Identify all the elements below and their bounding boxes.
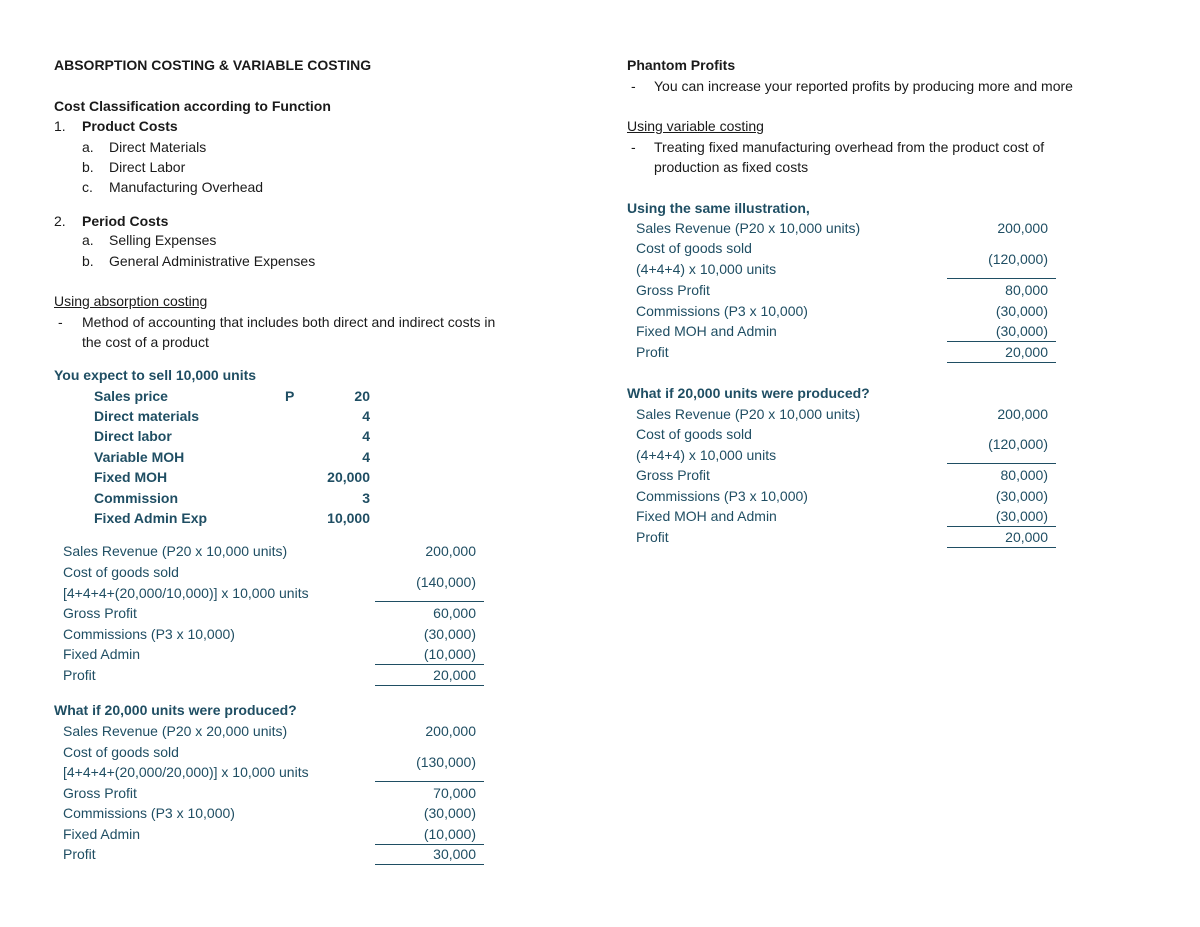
total-rule (375, 685, 484, 686)
gross-profit-value: 60,000 (433, 605, 476, 621)
page-title: ABSORPTION COSTING & VARIABLE COSTING (54, 57, 372, 73)
assumption-label: Variable MOH (94, 449, 185, 465)
assumption-value: 20 (354, 388, 370, 404)
fixed-admin-value: (10,000) (423, 646, 476, 662)
variable-definition-line-1: Treating fixed manufacturing overhead from the product cost of (654, 139, 1045, 155)
sales-revenue-value: 200,000 (425, 543, 476, 559)
cogs-label: Cost of goods sold (636, 240, 752, 256)
period-costs-label: Period Costs (82, 213, 169, 229)
commissions-value: (30,000) (423, 805, 476, 821)
whatif-heading: What if 20,000 units were produced? (54, 702, 297, 718)
subtotal-rule (375, 601, 484, 602)
list-item-marker: c. (82, 179, 93, 195)
assumption-value: 20,000 (327, 469, 370, 485)
sales-revenue-value: 200,000 (997, 406, 1048, 422)
list-item: Direct Labor (109, 159, 186, 175)
fixed-admin-label: Fixed Admin (63, 646, 141, 662)
cogs-detail: [4+4+4+(20,000/10,000)] x 10,000 units (63, 585, 309, 601)
gross-profit-label: Gross Profit (63, 785, 137, 801)
assumption-value: 10,000 (327, 510, 370, 526)
cogs-detail: [4+4+4+(20,000/20,000)] x 10,000 units (63, 764, 309, 780)
profit-value: 30,000 (433, 846, 476, 862)
cogs-value: (120,000) (988, 251, 1048, 267)
product-costs-label: Product Costs (82, 118, 178, 134)
fixed-moh-admin-label: Fixed MOH and Admin (636, 323, 777, 339)
assumption-label: Sales price (94, 388, 168, 404)
variable-definition-line-2: production as fixed costs (654, 159, 809, 175)
fixed-moh-admin-value: (30,000) (995, 323, 1048, 339)
gross-profit-label: Gross Profit (63, 605, 137, 621)
total-rule (947, 362, 1056, 363)
commissions-label: Commissions (P3 x 10,000) (63, 626, 235, 642)
same-illustration-heading: Using the same illustration, (627, 200, 810, 216)
fixed-moh-admin-label: Fixed MOH and Admin (636, 508, 777, 524)
gross-profit-value: 80,000) (1000, 467, 1048, 483)
subtotal-rule (375, 781, 484, 782)
commissions-label: Commissions (P3 x 10,000) (636, 303, 808, 319)
list-item-marker: b. (82, 253, 94, 269)
bullet-dash: - (631, 78, 636, 94)
absorption-heading: Using absorption costing (54, 293, 208, 309)
commissions-label: Commissions (P3 x 10,000) (63, 805, 235, 821)
commissions-value: (30,000) (423, 626, 476, 642)
subtotal-rule (947, 526, 1056, 527)
period-costs-number: 2. (54, 213, 66, 229)
assumption-value: 4 (362, 408, 370, 424)
assumption-label: Fixed Admin Exp (94, 510, 208, 526)
gross-profit-label: Gross Profit (636, 467, 710, 483)
sales-revenue-label: Sales Revenue (P20 x 10,000 units) (636, 406, 861, 422)
fixed-admin-label: Fixed Admin (63, 826, 141, 842)
profit-label: Profit (63, 846, 96, 862)
list-item-marker: a. (82, 232, 94, 248)
cogs-label: Cost of goods sold (63, 744, 179, 760)
variable-costing-heading: Using variable costing (627, 118, 764, 134)
total-rule (375, 864, 484, 865)
fixed-admin-value: (10,000) (423, 826, 476, 842)
assumption-label: Direct labor (94, 428, 172, 444)
list-item: Direct Materials (109, 139, 207, 155)
cost-classification-heading: Cost Classification according to Function (54, 98, 331, 114)
cogs-value: (120,000) (988, 436, 1048, 452)
sales-revenue-label: Sales Revenue (P20 x 10,000 units) (63, 543, 288, 559)
commissions-value: (30,000) (995, 303, 1048, 319)
sales-revenue-label: Sales Revenue (P20 x 10,000 units) (636, 220, 861, 236)
assumption-label: Commission (94, 490, 179, 506)
whatif-heading: What if 20,000 units were produced? (627, 385, 870, 401)
gross-profit-label: Gross Profit (636, 282, 710, 298)
subtotal-rule (947, 278, 1056, 279)
sales-revenue-label: Sales Revenue (P20 x 20,000 units) (63, 723, 288, 739)
profit-value: 20,000 (1005, 529, 1048, 545)
cogs-value: (140,000) (416, 574, 476, 590)
cogs-detail: (4+4+4) x 10,000 units (636, 447, 777, 463)
commissions-label: Commissions (P3 x 10,000) (636, 488, 808, 504)
assumption-value: 3 (362, 490, 370, 506)
fixed-moh-admin-value: (30,000) (995, 508, 1048, 524)
gross-profit-value: 80,000 (1005, 282, 1048, 298)
cogs-label: Cost of goods sold (636, 426, 752, 442)
list-item-marker: a. (82, 139, 94, 155)
assumption-value: 4 (362, 428, 370, 444)
bullet-dash: - (58, 314, 63, 330)
list-item: General Administrative Expenses (109, 253, 316, 269)
cogs-label: Cost of goods sold (63, 564, 179, 580)
phantom-profits-heading: Phantom Profits (627, 57, 736, 73)
cogs-detail: (4+4+4) x 10,000 units (636, 261, 777, 277)
assumption-value: 4 (362, 449, 370, 465)
assumption-label: Fixed MOH (94, 469, 168, 485)
sales-revenue-value: 200,000 (997, 220, 1048, 236)
commissions-value: (30,000) (995, 488, 1048, 504)
subtotal-rule (375, 664, 484, 665)
sales-revenue-value: 200,000 (425, 723, 476, 739)
bullet-dash: - (631, 139, 636, 155)
product-costs-number: 1. (54, 118, 66, 134)
total-rule (947, 547, 1056, 548)
list-item: Manufacturing Overhead (109, 179, 264, 195)
list-item: Selling Expenses (109, 232, 217, 248)
profit-value: 20,000 (1005, 344, 1048, 360)
profit-label: Profit (636, 344, 669, 360)
phantom-profits-text: You can increase your reported profits by producing more and more (654, 78, 1073, 94)
absorption-definition-line-1: Method of accounting that includes both direct and indirect costs in (82, 314, 496, 330)
subtotal-rule (947, 341, 1056, 342)
expect-heading: You expect to sell 10,000 units (54, 367, 257, 383)
profit-label: Profit (63, 667, 96, 683)
list-item-marker: b. (82, 159, 94, 175)
cogs-value: (130,000) (416, 754, 476, 770)
subtotal-rule (947, 463, 1056, 464)
absorption-definition-line-2: the cost of a product (82, 334, 209, 350)
profit-value: 20,000 (433, 667, 476, 683)
assumption-label: Direct materials (94, 408, 200, 424)
profit-label: Profit (636, 529, 669, 545)
currency-symbol: P (285, 388, 295, 404)
gross-profit-value: 70,000 (433, 785, 476, 801)
